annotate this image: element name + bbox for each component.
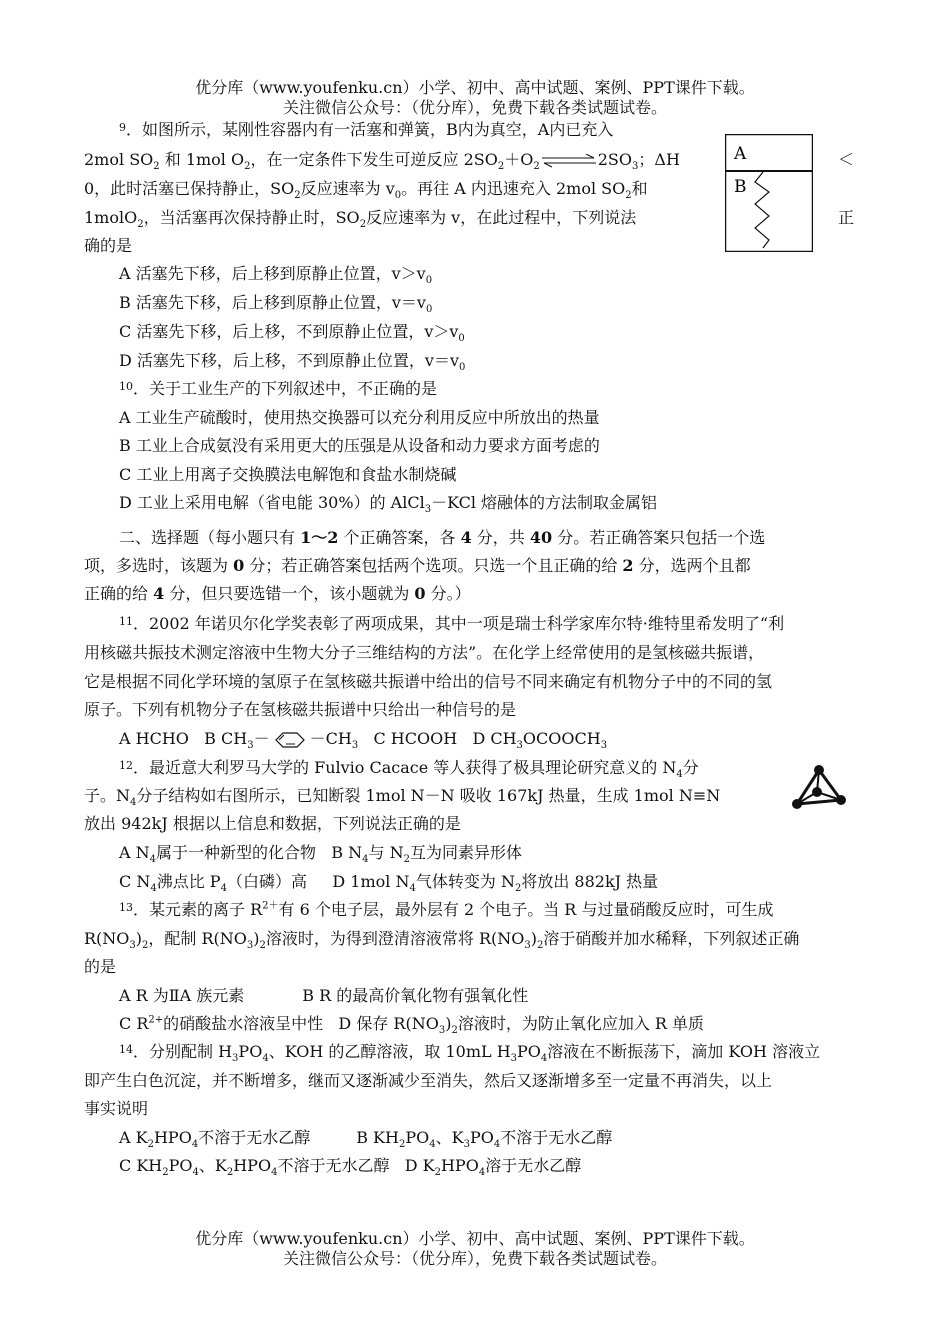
q12-option-b: B $N_4$与 $N_2$互为同素异形体 [331, 843, 522, 866]
q14-option-c: C $KH_2PO_4$、$K_2HPO_4$不溶于无水乙醇 [119, 1156, 390, 1179]
page-header [0, 78, 950, 118]
q11-line-4: 原子。下列有机物分子在氢核磁共振谱中只给出一种信号的是 [84, 700, 517, 719]
q13-option-b: B R 的最高价氧化物有强氧化性 [302, 986, 529, 1005]
q13-line-3: 的是 [84, 957, 117, 976]
q11-line-1: $^{11}$．2002 年诺贝尔化学奖表彰了两项成果，其中一项是瑞士科学家库尔特·维特里希发明了“利 [119, 614, 785, 633]
q9-zheng: 正 [838, 208, 855, 227]
chamber-b-label: B [734, 177, 747, 197]
q11-line-3: 它是根据不同化学环境的氢原子在氢核磁共振谱中给出的信号不同来确定有机物分子中的不同的氢 [84, 672, 773, 691]
q9-line-4: 1molO$_2$，当活塞再次保持静止时，$SO_2$反应速率为 v，在此过程中，下列说法 [84, 208, 637, 231]
q13-line-1: $^{13}$．某元素的离子 $R^{2+}$有 6 个电子层，最外层有 2 个电子。当 R 与过量硝酸反应时，可生成 [119, 900, 774, 919]
q11-option-c: C HCOOH [373, 729, 458, 748]
q10-option-a: A 工业生产硫酸时，使用热交换器可以充分利用反应中所放出的热量 [119, 408, 600, 427]
q14-line-1: $^{14}$．分别配制 $H_3PO_4$、KOH 的乙醇溶液，取 10mL $H_3PO_4$溶液在不断振荡下，滴加 KOH 溶液立 [119, 1042, 821, 1065]
section2-line-3: 正确的给 4 分，但只要选错一个，该小题就为 0 分。） [84, 584, 471, 603]
q9-line-2: 2mol $SO_2$ 和 1mol $O_2$，在一定条件下发生可逆反应 $2SO_2+O_2$ $2SO_3$；ΔH [84, 150, 680, 173]
footer-line-2: 关注微信公众号：（优分库），免费下载各类试题试卷。 [282, 1249, 667, 1268]
q9-option-b: B 活塞先下移，后上移到原静止位置，$v=v_0$ [119, 293, 433, 316]
q10-option-c: C 工业上用离子交换膜法电解饱和食盐水制烧碱 [119, 465, 457, 484]
q10-option-d: D 工业上采用电解（省电能 30%）的 AlCl$_3$－KCl 熔融体的方法制取金属铝 [119, 493, 658, 516]
q13-options-row-1 [119, 984, 528, 1008]
q14-options-row-2 [119, 1154, 581, 1178]
q13-line-2: $R(NO_3)_2$，配制 $R(NO_3)_2$溶液时，为得到澄清溶液常将 $R(NO_3)_2$溶于硝酸并加水稀释，下列叙述正确 [84, 929, 800, 952]
section2-line-2: 项，多选时，该题为 0 分；若正确答案包括两个选项。只选一个且正确的给 2 分，选两个且都 [84, 556, 751, 575]
q10-stem: $^{10}$．关于工业生产的下列叙述中，不正确的是 [119, 379, 438, 398]
q11-options [119, 727, 607, 751]
q9-line-3: 0，此时活塞已保持静止，$SO_2$反应速率为 $v_0$。再往 A 内迅速充入 2mol $SO_2$和 [84, 179, 648, 202]
q14-option-a: A $K_2HPO_4$不溶于无水乙醇 [119, 1128, 311, 1151]
q12-option-c: C $N_4$沸点比 $P_4$（白磷）高 [119, 872, 307, 895]
q14-line-3: 事实说明 [84, 1099, 149, 1118]
q9-option-d: D 活塞先下移，后上移，不到原静止位置，$v=v_0$ [119, 351, 466, 374]
q11-option-a: A HCHO [119, 729, 189, 748]
q12-line-2: 子。$N_4$分子结构如右图所示，已知断裂 1mol N－N 吸收 167kJ 热量，生成 1mol N≡N [84, 786, 721, 809]
q12-option-d: D 1mol $N_4$气体转变为 $N_2$将放出 882kJ 热量 [332, 872, 659, 895]
q9-line-5: 确的是 [84, 236, 133, 255]
q11-option-d: D $CH_3OCOOCH_3$ [472, 729, 608, 752]
q14-option-d: D $K_2HPO_4$溶于无水乙醇 [404, 1156, 582, 1179]
page-footer [0, 1229, 950, 1269]
q14-option-b: B $KH_2PO_4$、$K_3PO_4$不溶于无水乙醇 [356, 1128, 613, 1151]
q13-option-d: D 保存 $R(NO_3)_2$溶液时，为防止氧化应加入 R 单质 [338, 1014, 705, 1037]
footer-line-1: 优分库（www.youfenku.cn）小学、初中、高中试题、案例、PPT课件下载。 [195, 1229, 755, 1248]
q12-options-row-1 [119, 841, 522, 865]
chamber-a-label: A [734, 144, 747, 164]
q11-line-2: 用核磁共振技术测定溶液中生物大分子三维结构的方法”。在化学上经常使用的是氢核磁共振谱， [84, 643, 765, 662]
piston-spring-diagram [725, 134, 813, 252]
q10-option-b: B 工业上合成氨没有采用更大的压强是从设备和动力要求方面考虑的 [119, 436, 600, 455]
q12-option-a: A $N_4$属于一种新型的化合物 [119, 843, 317, 866]
q12-options-row-2 [119, 870, 658, 894]
section2-line-1: 二、选择题（每小题只有 1～2 个正确答案，各 4 分，共 40 分。若正确答案只包括一个选 [119, 528, 766, 547]
q14-line-2: 即产生白色沉淀，并不断增多，继而又逐渐减少至消失，然后又逐渐增多至一定量不再消失，以上 [84, 1071, 773, 1090]
piston-container-figure [725, 134, 813, 252]
q9-option-c: C 活塞先下移，后上移，不到原静止位置，$v>v_0$ [119, 322, 465, 345]
header-line-2: 关注微信公众号：（优分库），免费下载各类试题试卷。 [282, 98, 667, 117]
n4-molecule-figure [791, 764, 847, 812]
q9-line-1: $^9$．如图所示，某刚性容器内有一活塞和弹簧，B内为真空，A内已充入 [119, 120, 614, 139]
q12-line-3: 放出 942kJ 根据以上信息和数据，下列说法正确的是 [84, 814, 461, 833]
q13-options-row-2 [119, 1012, 704, 1036]
q13-option-c: C $R^{2+}$的硝酸盐水溶液呈中性 [119, 1014, 324, 1033]
q14-options-row-1 [119, 1126, 612, 1150]
q9-option-a: A 活塞先下移，后上移到原静止位置，$v>v_0$ [119, 264, 433, 287]
q11-option-b: B $CH_3- -CH_3$ [204, 729, 359, 752]
q13-option-a: A R 为ⅡA 族元素 [119, 986, 245, 1005]
benzene-ring-icon [270, 731, 310, 749]
reversible-arrow-icon [542, 154, 596, 168]
q9-less-than: ＜ [838, 150, 855, 169]
q12-line-1: $^{12}$．最近意大利罗马大学的 Fulvio Cacace 等人获得了极具理论研究意义的 $N_4$分 [119, 758, 699, 781]
n4-tetrahedron-icon [791, 764, 847, 812]
header-line-1: 优分库（www.youfenku.cn）小学、初中、高中试题、案例、PPT课件下载。 [195, 78, 755, 97]
